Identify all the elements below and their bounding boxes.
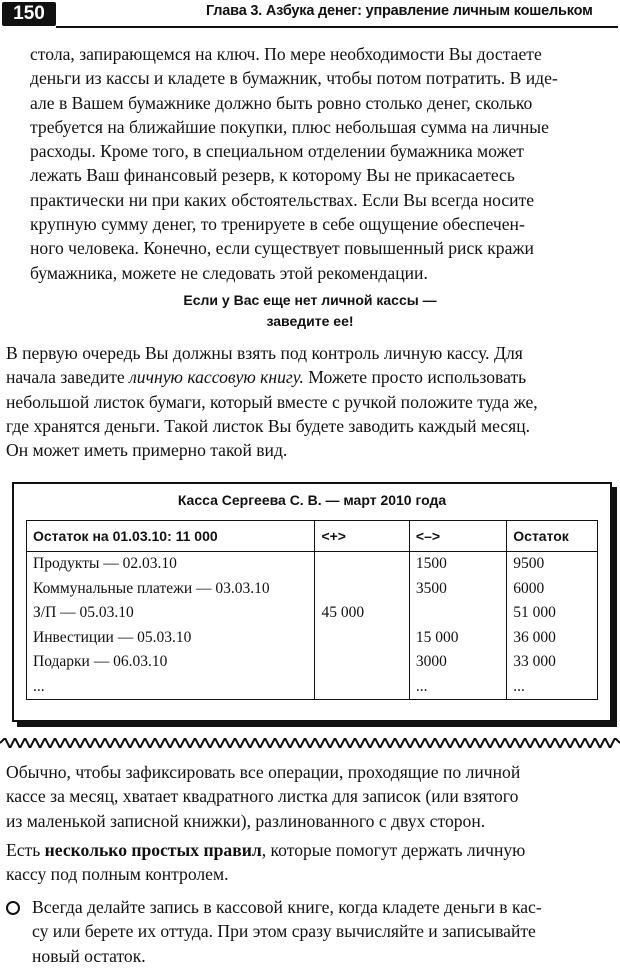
text-fragment: Есть [6,840,45,860]
ledger-cell: 51 000 [507,601,598,626]
ledger-cell: ... [409,675,506,700]
ledger-cell: 33 000 [507,650,598,675]
text-line: требуется на ближайшие покупки, плюс небольшая сумма на личные [30,116,549,137]
ledger-cell: ... [27,675,315,700]
ledger-cell [409,601,506,626]
bold-term: несколько простых правил [44,840,262,860]
bullet-text [32,895,610,968]
italic-term: личную кассовую книгу. [129,367,304,388]
text-fragment: , которые помогут держать личную [261,840,526,860]
page-header [0,0,620,28]
text-line: але в Вашем бумажнике должно быть ровно столько денег, сколько [30,92,533,113]
ledger-cell: 36 000 [507,626,598,651]
subheading-line: заведите ее! [266,313,354,329]
ledger-header-row [27,521,598,552]
paragraph-cash-book [6,341,610,462]
text-line: лежать Ваш финансовый резерв, к которому Вы не прикасаетесь [30,165,515,186]
text-line: Всегда делайте запись в кассовой книге, когда кладете деньги в кас- [32,897,542,917]
ledger-header-cell: Остаток [507,521,598,552]
text-line: где хранятся деньги. Такой листок Вы будете заводить каждый месяц. [6,415,531,436]
text-line: бумажника, можете не следовать этой рекомендации. [30,262,428,283]
text-line: из маленькой записной книжки), разлинованного с двух сторон. [6,810,486,831]
text-line [6,838,610,862]
ledger-box [12,482,612,722]
ledger-cell: 9500 [507,552,598,577]
text-line: су или берете их оттуда. При этом сразу вычисляйте и записывайте [32,921,536,942]
section-subheading [0,290,620,332]
page-number: 150 [2,2,56,26]
paragraph-intro [30,42,610,285]
text-line [6,365,610,389]
ledger-cell: Коммунальные платежи — 03.03.10 [27,577,315,602]
ledger-cell: Подарки — 06.03.10 [27,650,315,675]
text-line: новый остаток. [32,945,146,966]
subheading-line: Если у Вас еще нет личной кассы — [183,292,437,308]
text-line: расходы. Кроме того, в специальном отделении бумажника может [30,141,524,162]
text-line: небольшой листок бумаги, который вместе с ручкой положите туда же, [6,391,538,412]
text-line: деньги из кассы и кладете в бумажник, чтобы потом потратить. В иде- [30,68,558,89]
ledger-table [26,520,598,700]
paragraph-operations [6,760,610,833]
ledger-cell: 15 000 [409,626,506,651]
ledger-row [27,552,598,577]
text-fragment: начала заведите [6,367,130,388]
zigzag-divider [0,738,620,748]
ledger-cell: 6000 [507,577,598,602]
ledger-cell: 3000 [409,650,506,675]
ledger-cell [315,650,409,675]
text-line: В первую очередь Вы должны взять под контроль личную кассу. Для [6,343,523,363]
ledger-cell [315,552,409,577]
text-line: ного человека. Конечно, если существует повышенный риск кражи [30,238,534,259]
ledger-cell: Инвестиции — 05.03.10 [27,626,315,651]
ledger-cell: 3500 [409,577,506,602]
ledger-row [27,626,598,651]
zigzag-line [0,738,620,748]
ledger-row [27,577,598,602]
text-line: кассе за месяц, хватает квадратного листка для записок (или взятого [6,786,519,807]
ledger-cell [315,577,409,602]
ledger-header-cell: Остаток на 01.03.10: 11 000 [27,521,315,552]
ledger-cell: 45 000 [315,601,409,626]
text-line: кассу под полным контролем. [6,864,229,885]
ledger-cell: З/П — 05.03.10 [27,601,315,626]
bullet-circle-icon [6,901,20,915]
ledger-cell [315,626,409,651]
chapter-title: Глава 3. Азбука денег: управление личным кошельком [206,3,593,19]
text-line: стола, запирающемся на ключ. По мере необходимости Вы достаете [30,44,542,64]
ledger-header-cell: <–> [409,521,506,552]
text-line: практически ни при каких обстоятельствах. Если Вы всегда носите [30,189,535,210]
ledger-cell [315,675,409,700]
ledger-row [27,650,598,675]
text-line: крупную сумму денег, то тренируете в себе ощущение обеспечен- [30,214,525,235]
ledger-header-cell: <+> [315,521,409,552]
ledger-title: Касса Сергеева С. В. — март 2010 года [177,492,447,508]
ledger-cell: ... [507,675,598,700]
text-line: Обычно, чтобы зафиксировать все операции, проходящие по личной [6,762,521,782]
ledger-row [27,601,598,626]
text-line: Он может иметь примерно такой вид. [6,440,288,461]
text-fragment: Можете просто использовать [303,367,527,388]
ledger-row [27,675,598,700]
ledger-cell: Продукты — 02.03.10 [27,552,315,577]
ledger-cell: 1500 [409,552,506,577]
paragraph-rules [6,838,610,887]
header-rule [56,26,618,28]
